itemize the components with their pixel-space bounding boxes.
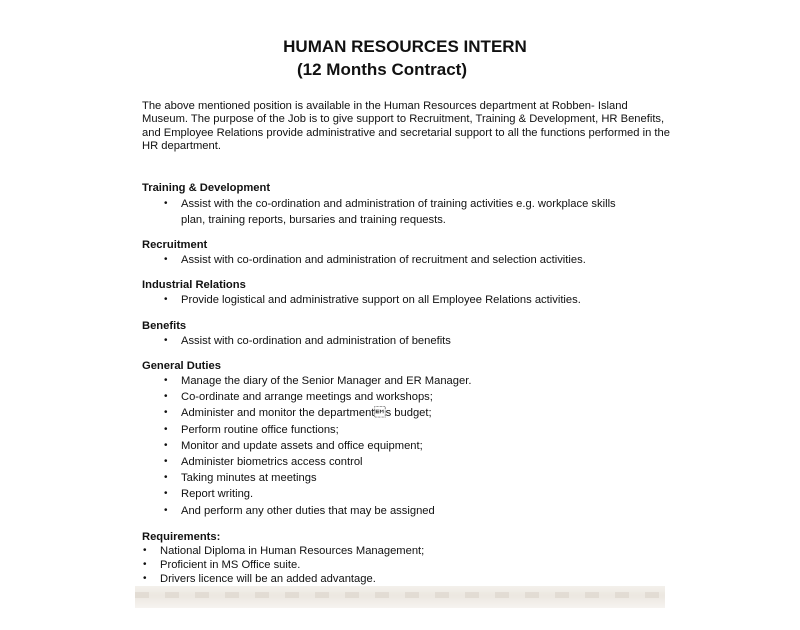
list-item [142, 405, 682, 421]
list-item-text: Proficient in MS Office suite. [160, 559, 301, 571]
section-general-duties [142, 359, 682, 519]
section-recruitment [142, 238, 682, 268]
list-item-text: National Diploma in Human Resources Management; [160, 545, 425, 557]
list-item-text: Assist with co-ordination and administration of recruitment and selection activities. [181, 254, 586, 266]
list-item-text: Administer and monitor the departments budget; [181, 407, 432, 420]
section-heading-requirements: Requirements: [142, 531, 221, 543]
recruitment-list [142, 252, 682, 268]
benefits-list [142, 333, 682, 349]
list-item-text: Taking minutes at meetings [181, 472, 317, 485]
bullet-icon: • [143, 545, 147, 556]
list-item [142, 454, 682, 470]
bullet-icon: • [164, 254, 168, 265]
section-heading-general-duties: General Duties [142, 360, 221, 372]
list-item [142, 470, 682, 486]
bullet-icon: • [164, 504, 168, 516]
bullet-icon: • [164, 407, 168, 419]
section-heading-benefits: Benefits [142, 320, 187, 332]
list-item-text: Administer biometrics access control [181, 456, 363, 469]
bullet-icon: • [164, 294, 168, 305]
list-item [142, 252, 682, 268]
industrial-relations-list [142, 292, 682, 308]
document-subtitle: (12 Months Contract) [297, 60, 467, 79]
list-item [142, 572, 682, 586]
section-heading-training: Training & Development [142, 182, 271, 194]
training-list [142, 196, 622, 228]
list-item [142, 333, 682, 349]
list-item [142, 389, 682, 405]
decorative-footer-band [135, 586, 665, 608]
bullet-icon: • [164, 456, 168, 468]
section-heading-industrial-relations: Industrial Relations [142, 279, 246, 291]
list-item [142, 292, 682, 308]
section-heading-recruitment: Recruitment [142, 239, 208, 251]
bullet-icon: • [164, 488, 168, 500]
list-item-text: Manage the diary of the Senior Manager and ER Manager. [181, 375, 472, 387]
bullet-icon: • [164, 423, 168, 435]
document-title: HUMAN RESOURCES INTERN [283, 37, 527, 56]
section-benefits [142, 319, 682, 349]
bullet-icon: • [164, 335, 168, 346]
bullet-icon: • [164, 439, 168, 451]
list-item [142, 422, 682, 438]
list-item-text: Assist with co-ordination and administration of benefits [181, 335, 451, 347]
requirements-list [142, 544, 682, 586]
intro-paragraph: The above mentioned position is available in the Human Resources department at Robben- Island Museum. The purpose of the Job is to give support to Recruitment, Training & Development, HR Benefits, and Employee Relations provide administrative and secretarial support to all the functions performed in the HR department. [142, 100, 670, 153]
list-item-text: Assist with the co-ordination and administration of training activities e.g. workplace skills plan, training reports, bursaries and training requests. [181, 198, 616, 227]
list-item [142, 373, 682, 389]
list-item-text: Perform routine office functions; [181, 423, 339, 436]
bullet-icon: • [164, 391, 168, 403]
list-item [142, 486, 682, 502]
list-item [142, 438, 682, 454]
section-industrial-relations [142, 278, 682, 308]
bullet-icon: • [164, 375, 168, 386]
bullet-icon: • [164, 198, 168, 209]
section-training [142, 181, 682, 228]
list-item-text: Provide logistical and administrative support on all Employee Relations activities. [181, 294, 581, 306]
section-requirements [142, 530, 682, 586]
list-item [142, 544, 682, 558]
list-item-text: Report writing. [181, 488, 254, 501]
list-item-text: Drivers licence will be an added advantage. [160, 573, 376, 585]
list-item-text: And perform any other duties that may be assigned [181, 504, 435, 517]
list-item [142, 558, 682, 572]
bullet-icon: • [164, 472, 168, 484]
general-duties-list [142, 373, 682, 519]
list-item [142, 503, 682, 519]
list-item-text: Co-ordinate and arrange meetings and workshops; [181, 391, 433, 404]
bullet-icon: • [143, 559, 147, 570]
list-item [142, 196, 622, 228]
list-item-text: Monitor and update assets and office equipment; [181, 439, 423, 452]
bullet-icon: • [143, 573, 147, 584]
